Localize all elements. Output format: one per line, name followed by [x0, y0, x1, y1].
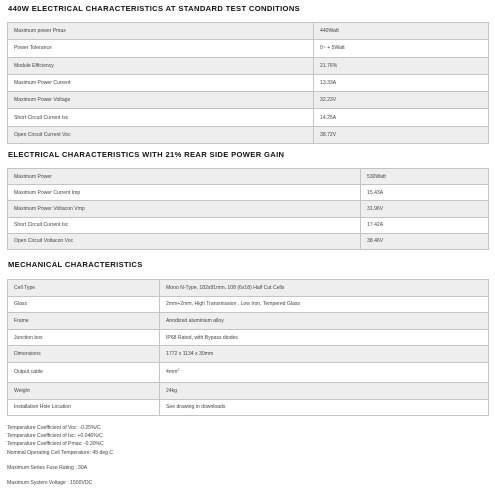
mechanical-table	[7, 279, 489, 416]
spec-value: 440Watt	[314, 23, 489, 40]
table-row	[8, 57, 489, 74]
table-row	[8, 185, 489, 201]
spec-value: 38.72V	[314, 126, 489, 143]
spec-value: 17.42A	[361, 217, 489, 233]
spec-label: Glass	[8, 296, 160, 313]
spec-label: Weight	[8, 382, 160, 399]
note-max-fuse: Maximum Series Fuse Rating : 30A	[7, 464, 88, 471]
spec-value: 2mm+2mm, High Transmission , Low Iron, Tempered Glass	[160, 296, 489, 313]
spec-label: Output cable	[8, 362, 160, 382]
table-row	[8, 74, 489, 91]
spec-label: Module Efficiency	[8, 57, 314, 74]
table-row	[8, 362, 489, 382]
table-row	[8, 169, 489, 185]
spec-label: Frame	[8, 313, 160, 330]
spec-label: Open Circuit Current Voc	[8, 126, 314, 143]
spec-value: 15.43A	[361, 185, 489, 201]
table-row	[8, 399, 489, 416]
note-max-voltage: Maximum System Voltage : 1500VDC	[7, 479, 93, 486]
table-row	[8, 109, 489, 126]
stc-table	[7, 22, 489, 144]
spec-label: Maximum Power	[8, 169, 361, 185]
note-temp-coeff-isc: Temperature Coefficient of Isc: +0.046%/C	[7, 433, 103, 440]
spec-value: 38.46V	[361, 233, 489, 249]
spec-value	[160, 362, 489, 382]
section-title-rear-gain: ELECTRICAL CHARACTERISTICS WITH 21% REAR SIDE POWER GAIN	[8, 150, 285, 159]
spec-label: Dimensions	[8, 346, 160, 363]
spec-value: 14.25A	[314, 109, 489, 126]
table-row	[8, 296, 489, 313]
rear-gain-table	[7, 168, 489, 250]
spec-value-text: 4mm	[166, 369, 178, 376]
table-row	[8, 23, 489, 40]
table-row	[8, 329, 489, 346]
section-title-mechanical: MECHANICAL CHARACTERISTICS	[8, 260, 143, 269]
spec-value: Anodized aluminium alloy	[160, 313, 489, 330]
note-temp-coeff-voc: Temperature Coefficient of Voc: -0.25%/C	[7, 425, 101, 431]
table-row	[8, 92, 489, 109]
spec-value: 0~ + 5Watt	[314, 40, 489, 57]
spec-label: Maximum Power Voltage	[8, 92, 314, 109]
section-title-stc: 440W ELECTRICAL CHARACTERISTICS AT STANDARD TEST CONDITIONS	[8, 4, 301, 13]
spec-value: Mono N-Type, 182x91mm, 108 (6x18) Half Cut Cells	[160, 280, 489, 297]
spec-value: 1772 x 1134 x 30mm	[160, 346, 489, 363]
spec-label: Short Circuit Current Isc	[8, 109, 314, 126]
table-row	[8, 280, 489, 297]
table-row	[8, 217, 489, 233]
table-row	[8, 233, 489, 249]
spec-notes	[7, 424, 113, 487]
spec-label: Open Circuit Voltacon Voc	[8, 233, 361, 249]
superscript: 2	[177, 368, 180, 373]
spec-value: 24kg	[160, 382, 489, 399]
spec-label: Installation Hole Location	[8, 399, 160, 416]
note-noct: Nominal Operating Cell Temperature: 45 deg C	[7, 449, 114, 456]
spec-label: Power Tolerance	[8, 40, 314, 57]
spec-value: 13.33A	[314, 74, 489, 91]
spec-label: Maximum Power Current Imp	[8, 185, 361, 201]
spec-label: Short Circuit Current Isc	[8, 217, 361, 233]
spec-label: Maximum Power Voltacon Vmp	[8, 201, 361, 217]
spec-label: Maximum Power Current	[8, 74, 314, 91]
spec-value: 21.76%	[314, 57, 489, 74]
spec-value: IP68 Rated, with Bypass diodes	[160, 329, 489, 346]
table-row	[8, 126, 489, 143]
note-temp-coeff-pmax: Temperature Coefficient of Pmax: -0.30%C	[7, 441, 104, 448]
spec-label: Junction box	[8, 329, 160, 346]
spec-value: See drawing in downloads	[160, 399, 489, 416]
spec-value: 32.23V	[314, 92, 489, 109]
spec-label: Maximum power Pmax	[8, 23, 314, 40]
spec-label: Cell Type	[8, 280, 160, 297]
spec-value: 530Watt	[361, 169, 489, 185]
table-row	[8, 313, 489, 330]
table-row	[8, 201, 489, 217]
spec-value: 31.96V	[361, 201, 489, 217]
table-row	[8, 382, 489, 399]
table-row	[8, 40, 489, 57]
table-row	[8, 346, 489, 363]
